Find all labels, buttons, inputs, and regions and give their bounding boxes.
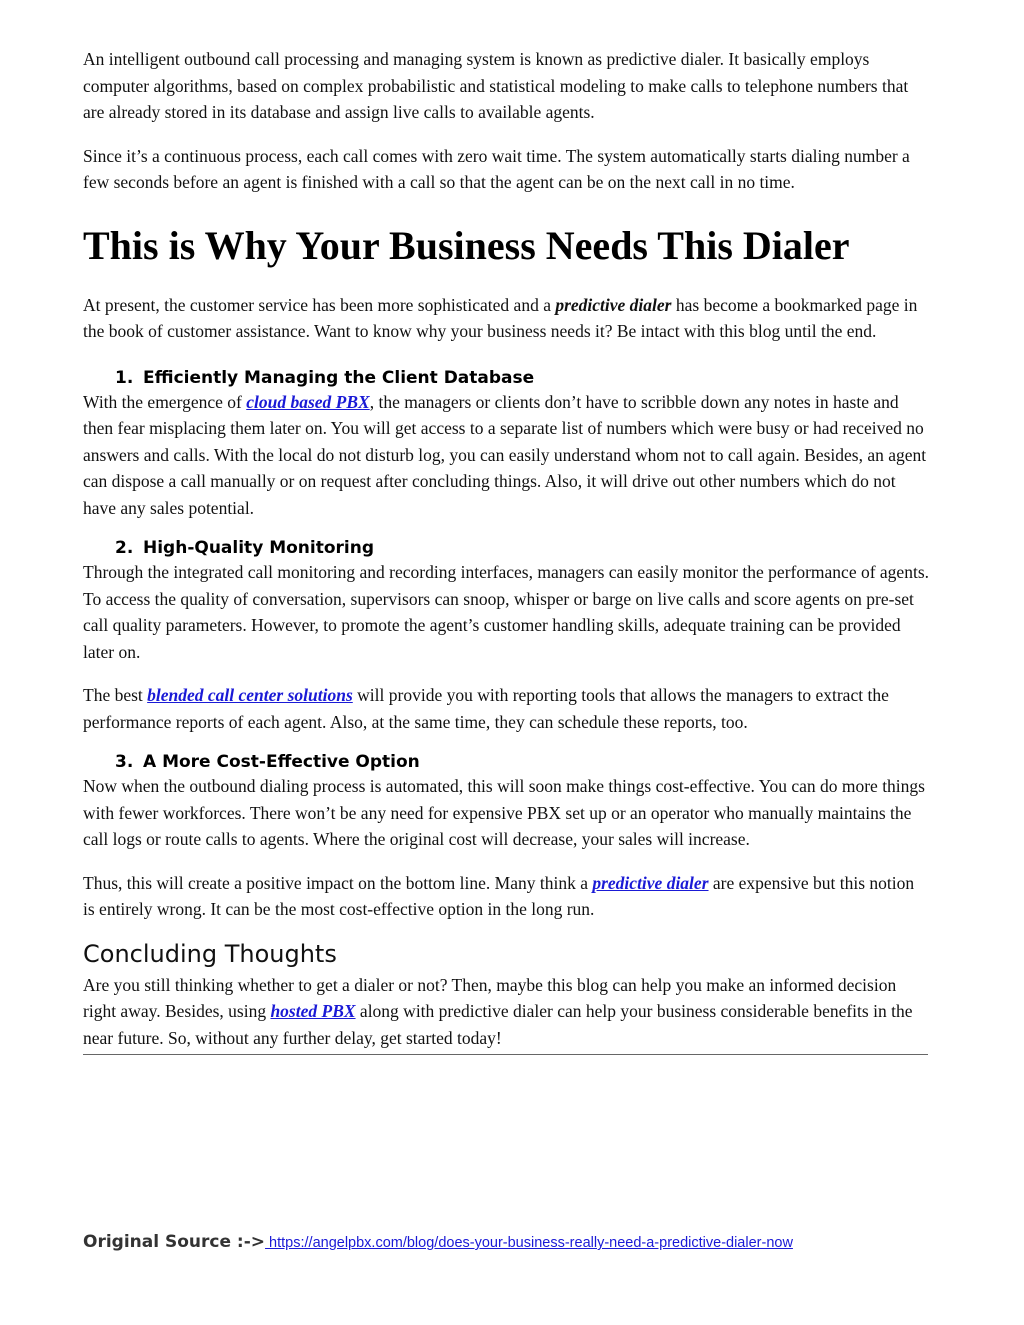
hosted-pbx-link[interactable]: hosted PBX: [270, 1001, 356, 1021]
section-1-text-after: , the managers or clients don’t have to scribble down any notes in haste and then fear misplacing them later on. You will get access to a separate list of numbers which were busy or had received no answers and calls. With the local do not disturb log, you can easily understand whom not to call again. Besides, an agent can dispose a call manually or on request after concluding things. Also, it will drive out other numbers which do not have any sales potential.: [83, 391, 927, 518]
intro-emphasis: predictive dialer: [555, 294, 672, 315]
section-1-body: [83, 389, 929, 522]
section-2-extra-after: will provide you with reporting tools that allows the managers to extract the performance reports of each agent. Also, at the same time, they can schedule these reports, too.: [83, 685, 889, 732]
section-2-heading: [83, 537, 929, 559]
intro-paragraph-1: An intelligent outbound call processing and managing system is known as predictive dialer. It basically employs computer algorithms, based on complex probabilistic and statistical modeling to make calls to telephone numbers that are already stored in its database and assign live calls to available agents.: [83, 49, 909, 122]
original-source-line: [83, 1232, 793, 1252]
intro-text-after: has become a bookmarked page in the book of customer assistance. Want to know why your business needs it? Be intact with this blog until the end.: [83, 294, 918, 341]
conclusion-body: [83, 972, 929, 1052]
title-intro-paragraph: [83, 292, 929, 345]
section-3-extra-before: Thus, this will create a positive impact on the bottom line. Many think a: [83, 872, 593, 893]
section-1-heading: [83, 367, 929, 389]
section-2-body: Through the integrated call monitoring and recording interfaces, managers can easily monitor the performance of agents. To access the quality of conversation, supervisors can snoop, whisper or barge on live calls and score agents on pre-set call quality parameters. However, to promote the agent’s customer handling skills, adequate training can be provided later on.: [83, 562, 929, 662]
intro-text-before: At present, the customer service has been more sophisticated and a: [83, 294, 556, 315]
section-3-extra-after: are expensive but this notion is entirely wrong. It can be the most cost-effective option in the long run.: [83, 872, 915, 919]
section-3-heading: [83, 751, 929, 773]
cloud-based-pbx-link[interactable]: cloud based PBX: [246, 391, 370, 412]
blended-call-center-link[interactable]: blended call center solutions: [147, 685, 353, 705]
horizontal-divider: [83, 1054, 928, 1055]
section-3-extra: [83, 870, 929, 923]
conclusion-text-before: Are you still thinking whether to get a dialer or not? Then, maybe this blog can help you make an informed decision right away. Besides, using: [83, 974, 897, 1021]
section-3-heading-text: A More Cost-Effective Option: [143, 752, 420, 772]
section-2-heading-text: High-Quality Monitoring: [143, 538, 375, 558]
section-2-number: 2.: [115, 538, 134, 558]
section-3-body: Now when the outbound dialing process is automated, this will soon make things cost-effective. You can do more things with fewer workforces. There won’t be any need for expensive PBX set up or an operator who manually maintains the call logs or route calls to agents. Where the original cost will decrease, your sales will increase.: [83, 776, 925, 849]
section-1-heading-text: Efficiently Managing the Client Database: [143, 367, 535, 388]
section-2-extra: [83, 682, 929, 735]
conclusion-text-after: along with predictive dialer can help your business considerable benefits in the near future. So, without any further delay, get started today!: [83, 1001, 913, 1048]
intro-paragraph-2: Since it’s a continuous process, each call comes with zero wait time. The system automatically starts dialing number a few seconds before an agent is finished with a call so that the agent can be on the next call in no time.: [83, 145, 910, 192]
section-3-number: 3.: [115, 752, 134, 772]
section-2-extra-before: The best: [83, 685, 148, 705]
original-source-label: Original Source :->: [83, 1232, 266, 1252]
section-1-number: 1.: [115, 367, 134, 388]
original-source-link[interactable]: https://angelpbx.com/blog/does-your-business-really-need-a-predictive-dialer-now: [265, 1235, 793, 1251]
conclusion-heading: Concluding Thoughts: [83, 939, 337, 968]
document-page: [83, 46, 929, 1055]
page-title: This is Why Your Business Needs This Dialer: [83, 222, 850, 268]
predictive-dialer-link[interactable]: predictive dialer: [592, 872, 709, 893]
section-1-text-before: With the emergence of: [83, 391, 247, 412]
